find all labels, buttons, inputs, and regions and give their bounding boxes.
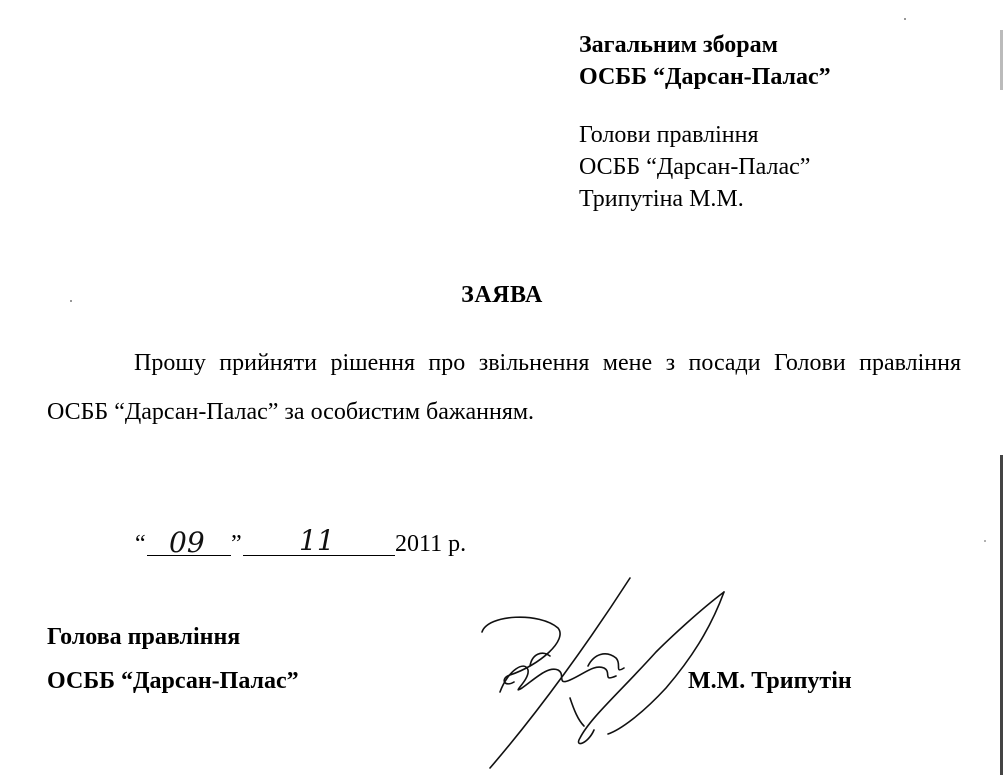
scan-speck [984,540,986,542]
sender-line-2: ОСББ “Дарсан-Палас” [579,154,811,180]
date-month: 11 [299,524,335,557]
date-year: 2011 р. [395,531,467,557]
addressee-line-2: ОСББ “Дарсан-Палас” [579,64,831,90]
date-close-quote: ” [231,531,242,557]
addressee-line-1: Загальним зборам [579,32,778,58]
scan-edge-mark [1000,455,1003,775]
document-title: ЗАЯВА [461,282,543,308]
handwritten-signature [470,570,740,775]
date-open-quote: “ [135,531,146,557]
position-line-1: Голова правління [47,624,241,650]
signer-name: М.М. Трипутін [688,668,852,694]
sender-line-3: Трипутіна М.М. [579,186,744,212]
scan-speck [70,300,72,302]
position-line-2: ОСББ “Дарсан-Палас” [47,668,299,694]
sender-line-1: Голови правління [579,122,759,148]
statement-body: Прошу прийняти рішення про звільнення мене з посади Голови правління ОСББ “Дарсан-Палас” за особистим бажанням. [47,350,961,425]
date-day: 09 [169,526,205,559]
scan-edge-mark [1000,30,1003,90]
scan-speck [904,18,906,20]
